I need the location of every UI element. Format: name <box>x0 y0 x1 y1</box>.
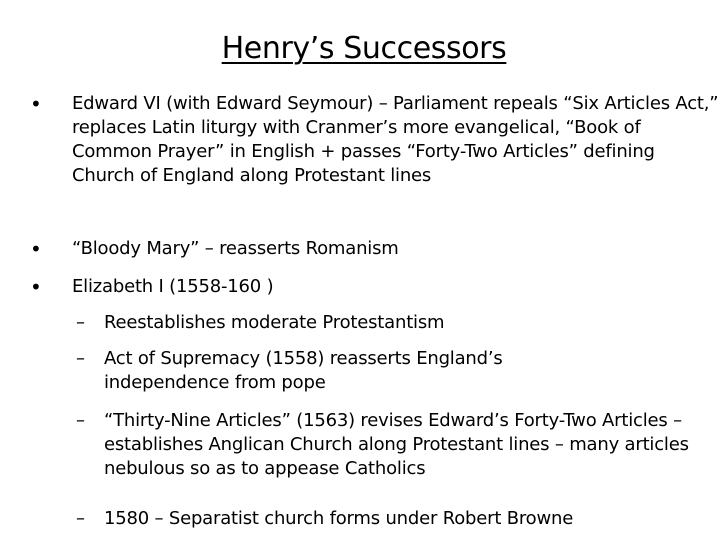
dash-icon: – <box>76 410 85 431</box>
sub-item-thirty-nine <box>0 409 728 489</box>
bullet-text: Edward VI (with Edward Seymour) – Parliament repeals “Six Articles Act,” replaces Latin liturgy with Cranmer’s more evangelical, “Book of Common Prayer” in English + passes “Forty-Two Articles” defining Church of England along Protestant lines <box>72 93 719 186</box>
bullet-icon: • <box>30 237 42 261</box>
slide-title-text: Henry’s Successors <box>221 31 507 66</box>
bullet-icon: • <box>30 92 42 116</box>
sub-item-text: Act of Supremacy (1558) reasserts England’s independence from pope <box>104 348 503 393</box>
sub-item-separatist <box>0 507 728 537</box>
bullet-icon: • <box>30 275 42 299</box>
dash-icon: – <box>76 508 85 529</box>
sub-item-text: 1580 – Separatist church forms under Robert Browne <box>104 508 574 529</box>
dash-icon: – <box>76 312 85 333</box>
bullet-item-elizabeth <box>0 275 728 305</box>
bullet-text: “Bloody Mary” – reasserts Romanism <box>72 238 399 259</box>
bullet-item-mary <box>0 237 728 267</box>
sub-item-text: “Thirty-Nine Articles” (1563) revises Edward’s Forty-Two Articles – establishes Anglican Church along Protestant lines – many articles nebulous so as to appease Catholics <box>104 410 689 479</box>
sub-item-protestantism <box>0 311 728 341</box>
bullet-item-edward <box>0 92 728 222</box>
bullet-text: Elizabeth I (1558-160 ) <box>72 276 274 297</box>
dash-icon: – <box>76 348 85 369</box>
sub-item-supremacy <box>0 347 728 401</box>
sub-item-text: Reestablishes moderate Protestantism <box>104 312 445 333</box>
